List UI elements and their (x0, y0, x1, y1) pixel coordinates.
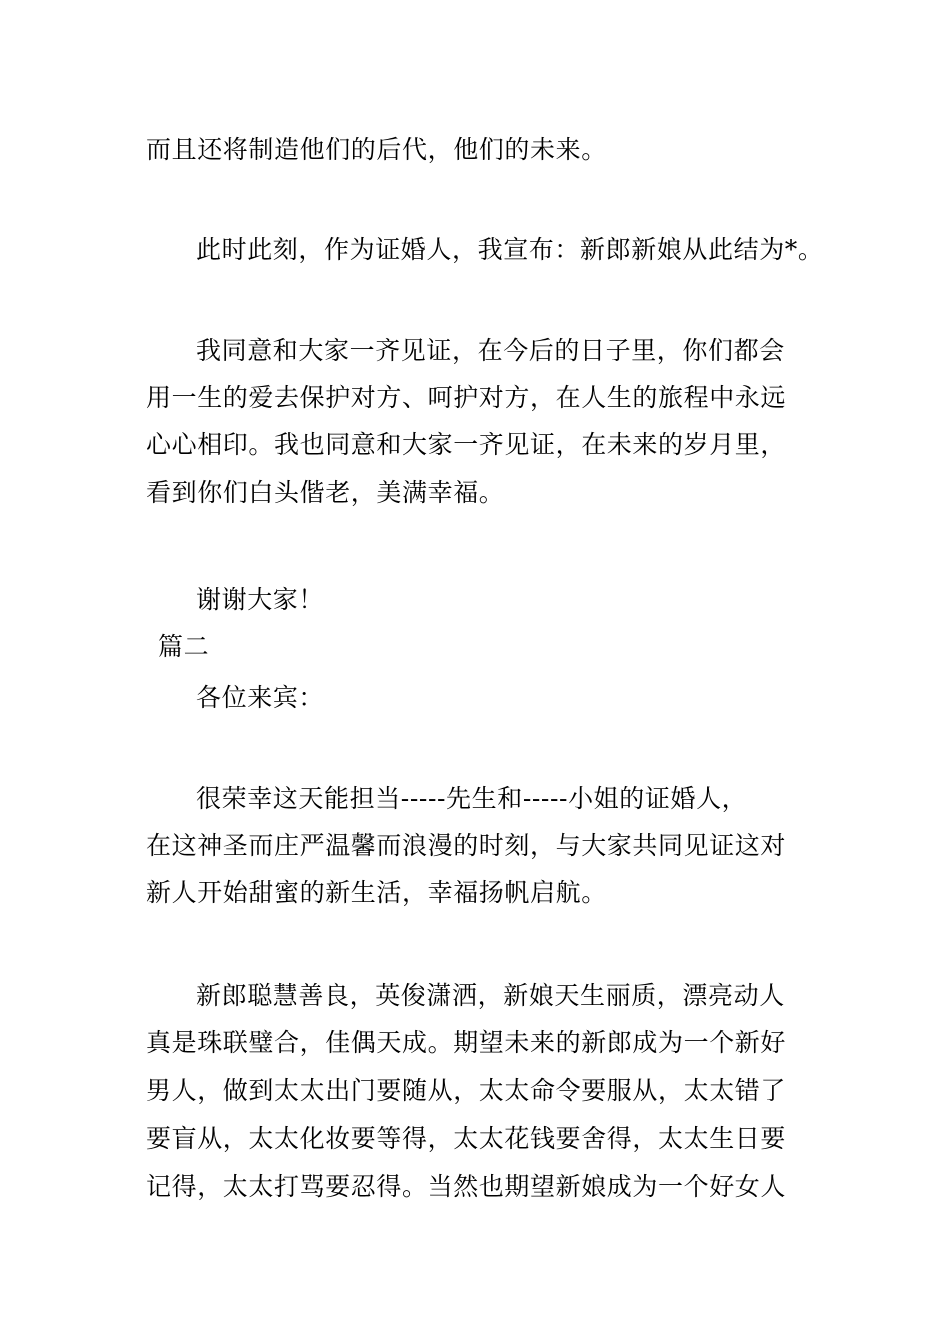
text-line: 新人开始甜蜜的新生活，幸福扬帆启航。 (146, 878, 607, 907)
text-line: 此时此刻，作为证婚人，我宣布：新郎新娘从此结为*。 (196, 235, 824, 264)
text-line: 要盲从，太太化妆要等得，太太花钱要舍得，太太生日要 (146, 1124, 787, 1153)
text-line: 用一生的爱去保护对方、呵护对方，在人生的旅程中永远 (146, 383, 787, 412)
text-line: 而且还将制造他们的后代，他们的未来。 (146, 135, 607, 164)
section-heading: 篇二 (158, 632, 210, 661)
text-line: 看到你们白头偕老，美满幸福。 (146, 478, 505, 507)
closing-line: 谢谢大家！ (196, 585, 325, 614)
text-line: 真是珠联璧合，佳偶天成。期望未来的新郎成为一个新好 (146, 1028, 787, 1057)
paragraph-start-line: 新郎聪慧善良，英俊潇洒，新娘天生丽质，漂亮动人 (196, 981, 785, 1010)
paragraph-start-line: 我同意和大家一齐见证，在今后的日子里，你们都会 (196, 336, 785, 365)
text-line: 在这神圣而庄严温馨而浪漫的时刻，与大家共同见证这对 (146, 831, 787, 860)
salutation-line: 各位来宾： (196, 683, 325, 712)
text-line: 男人，做到太太出门要随从，太太命令要服从，太太错了 (146, 1076, 787, 1105)
text-line: 记得，太太打骂要忍得。当然也期望新娘成为一个好女人 (146, 1172, 787, 1201)
text-line: 心心相印。我也同意和大家一齐见证，在未来的岁月里， (146, 430, 787, 459)
paragraph-start-line: 很荣幸这天能担当-----先生和-----小姐的证婚人， (196, 784, 748, 813)
